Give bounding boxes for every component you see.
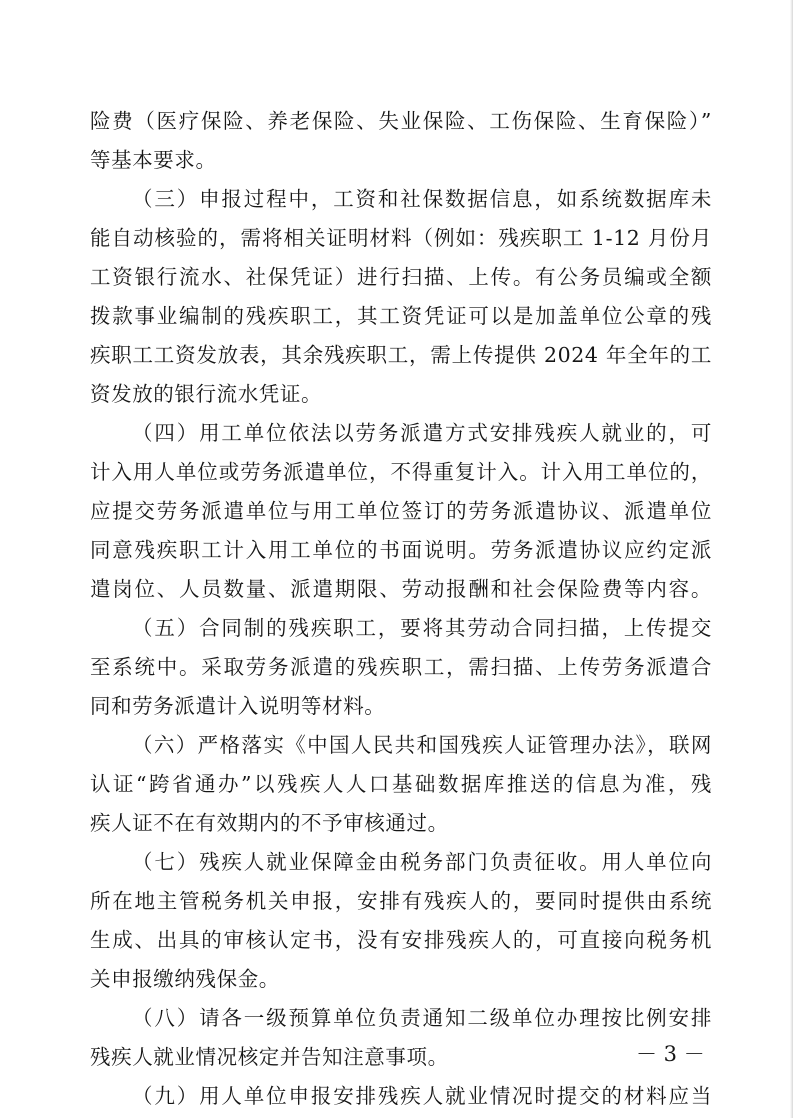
- section-3-heading-line: （三）申报过程中，工资和社保数据信息，如系统数据库未: [132, 187, 712, 211]
- text-line: 关申报缴纳残保金。: [90, 967, 280, 991]
- text-line: 拨款事业编制的残疾职工，其工资凭证可以是加盖单位公章的残: [90, 304, 712, 328]
- text-line: 遣岗位、人员数量、派遣期限、劳动报酬和社会保险费等内容。: [90, 577, 712, 601]
- page-number: － 3 －: [636, 1042, 705, 1066]
- text-line: 等基本要求。: [90, 148, 217, 172]
- text-line: 认证“跨省通办”以残疾人人口基础数据库推送的信息为准，残: [90, 772, 712, 796]
- text-line: 疾职工工资发放表，其余残疾职工，需上传提供 2024 年全年的工: [90, 343, 712, 367]
- text-line: 资发放的银行流水凭证。: [90, 382, 323, 406]
- text-line: 疾人证不在有效期内的不予审核通过。: [90, 811, 449, 835]
- text-line: 至系统中。采取劳务派遣的残疾职工，需扫描、上传劳务派遣合: [90, 655, 712, 679]
- text-line: 应提交劳务派遣单位与用工单位签订的劳务派遣协议、派遣单位: [90, 499, 712, 523]
- text-line: 能自动核验的，需将相关证明材料（例如：残疾职工 1-12 月份月: [90, 226, 712, 250]
- text-line: 同意残疾职工计入用工单位的书面说明。劳务派遣协议应约定派: [90, 538, 712, 562]
- text-line: 生成、出具的审核认定书，没有安排残疾人的，可直接向税务机: [90, 928, 712, 952]
- text-line: 计入用人单位或劳务派遣单位，不得重复计入。计入用工单位的，: [90, 460, 712, 484]
- section-8-heading-line: （八）请各一级预算单位负责通知二级单位办理按比例安排: [132, 1006, 712, 1030]
- text-line: 险费（医疗保险、养老保险、失业保险、工伤保险、生育保险）”: [90, 109, 712, 133]
- section-9-heading-line: （九）用人单位申报安排残疾人就业情况时提交的材料应当: [132, 1084, 712, 1108]
- text-line: 残疾人就业情况核定并告知注意事项。: [90, 1045, 449, 1069]
- section-4-heading-line: （四）用工单位依法以劳务派遣方式安排残疾人就业的，可: [132, 421, 712, 445]
- text-line: 所在地主管税务机关申报，安排有残疾人的，要同时提供由系统: [90, 889, 712, 913]
- section-5-heading-line: （五）合同制的残疾职工，要将其劳动合同扫描，上传提交: [132, 616, 712, 640]
- text-line: 同和劳务派遣计入说明等材料。: [90, 694, 386, 718]
- text-line: 工资银行流水、社保凭证）进行扫描、上传。有公务员编或全额: [90, 265, 712, 289]
- section-6-heading-line: （六）严格落实《中国人民共和国残疾人证管理办法》，联网: [132, 733, 712, 757]
- section-7-heading-line: （七）残疾人就业保障金由税务部门负责征收。用人单位向: [132, 850, 712, 874]
